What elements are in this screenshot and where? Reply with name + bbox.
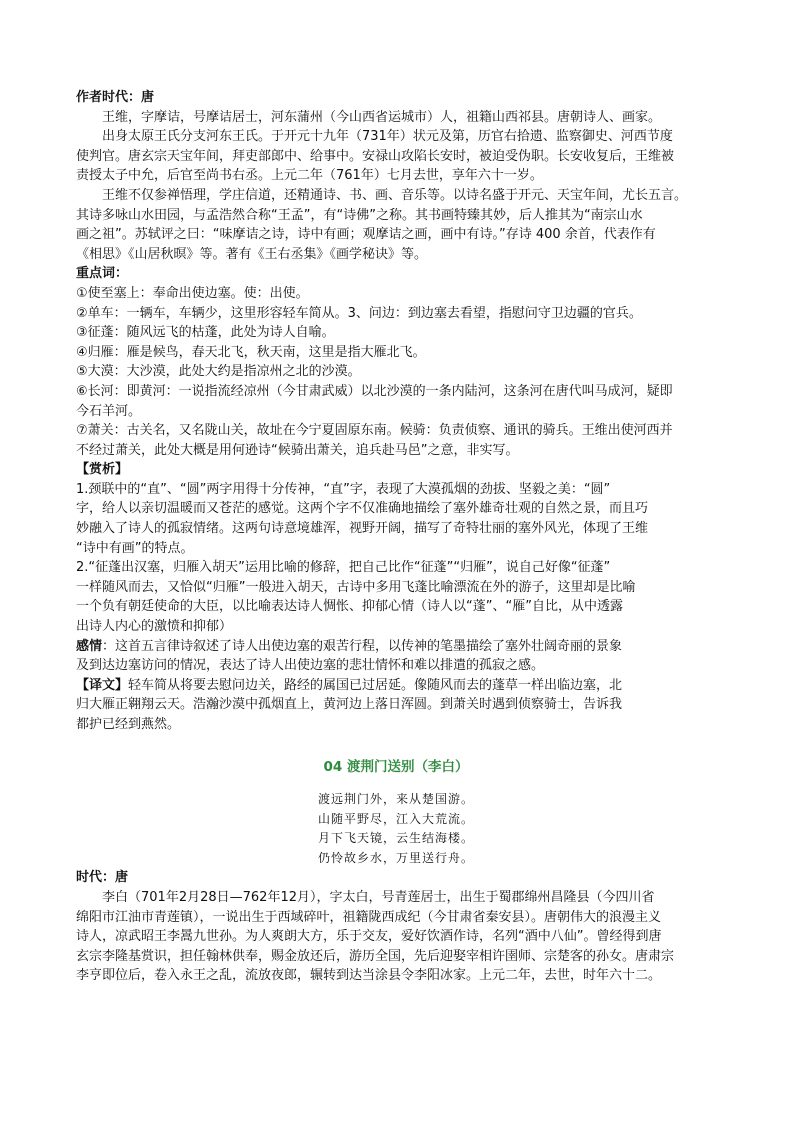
translation-text: 轻车简从将要去慰问边关，路经的属国已过居延。像随风而去的蓬草一样出临边塞，北: [128, 677, 623, 693]
appreciation-heading: 【赏析】: [76, 462, 129, 478]
translation-line: 都护已经到燕然。: [76, 717, 181, 732]
vocab-item: 今石羊河。: [76, 403, 142, 419]
appreciation-line: “诗中有画”的特点。: [76, 540, 194, 556]
vocab-item: ③征蓬：随风远飞的枯蓬，此处为诗人自喻。: [76, 325, 335, 341]
translation-line: 归大雁正翱翔云天。浩瀚沙漠中孤烟直上，黄河边上落日浑圆。到萧关时遇到侦察骑士，告诉我: [76, 697, 623, 713]
libai-bio-line: 诗人，凉武昭王李暠九世孙。为人爽朗大方，乐于交友，爱好饮酒作诗，名列“酒中八仙”。曾经得到唐: [76, 929, 662, 945]
wangwei-bio-line: 其诗多咏山水田园，与孟浩然合称“王孟”，有“诗佛”之称。其书画特臻其妙，后人推其为“南宗山水: [76, 207, 643, 223]
poem-line: 山随平野尽，江入大荒流。: [317, 811, 474, 826]
emotion-label: 感情: [76, 638, 103, 654]
libai-bio-line: 玄宗李隆基赏识，担任翰林供奉，赐金放还后，游历全国，先后迎娶宰相许圉师、宗楚客的孙女。唐肃宗: [76, 948, 675, 964]
poem-title: 04 渡荆门送别（李白）: [323, 758, 469, 775]
wangwei-bio-line: 出身太原王氏分支河东王氏。于开元十九年（731年）状元及第，历官右拾遗、监察御史、河西节度: [102, 129, 673, 145]
vocab-item: ⑤大漠：大沙漠，此处大约是指凉州之北的沙漠。: [76, 364, 361, 380]
translation-paragraph: [76, 676, 716, 696]
emotion-text: ：这首五言律诗叙述了诗人出使边塞的艰苦行程，以传神的笔墨描绘了塞外壮阔奇丽的景象: [102, 638, 623, 654]
libai-bio-line: 李亨即位后，卷入永王之乱，流放夜郎，辗转到达当涂县令李阳冰家。上元二年，去世，时年六十二。: [76, 968, 662, 984]
appreciation-line: 字，给人以亲切温暖而又苍茫的感觉。这两个字不仅准确地描绘了塞外雄奇壮观的自然之景，而且巧: [76, 501, 649, 517]
appreciation-line: 一样随风而去，又恰似“归雁”一般进入胡天，古诗中多用飞蓬比喻漂流在外的游子，这里却是比喻: [76, 579, 636, 595]
appreciation-line: 妙融入了诗人的孤寂情绪。这两句诗意境雄浑，视野开阔，描写了奇特壮丽的塞外风光，体现了王维: [76, 521, 649, 537]
emotion-line: 及到达边塞访问的情况，表达了诗人出使边塞的悲壮情怀和难以排遣的孤寂之感。: [76, 658, 545, 674]
translation-label: 【译文】: [76, 677, 129, 693]
libai-era-heading: 时代：唐: [76, 870, 129, 886]
document-page: [76, 88, 716, 986]
vocab-item: ⑦萧关：古关名，又名陇山关，故址在今宁夏固原东南。候骑：负责侦察、通讯的骑兵。王维出使河西并: [76, 423, 673, 439]
vocab-heading: 重点词：: [76, 266, 129, 282]
wangwei-bio-line: 画之祖”。苏轼评之曰：“味摩诘之诗，诗中有画；观摩诘之画，画中有诗。”存诗 400 余首，代表作有: [76, 227, 656, 243]
poem-line: 仍怜故乡水，万里送行舟。: [317, 850, 474, 865]
vocab-item: ④归雁：雁是候鸟，春天北飞，秋天南，这里是指大雁北飞。: [76, 344, 426, 360]
libai-bio-line: 李白（701年2月28日—762年12月），字太白，号青莲居士，出生于蜀郡绵州昌隆县（今四川省: [102, 890, 655, 906]
vocab-item: 不经过萧关，此处大概是用何逊诗“候骑出萧关，追兵赴马邑”之意，非实写。: [76, 442, 519, 458]
appreciation-line: 出诗人内心的激愤和抑郁）: [76, 619, 233, 635]
wangwei-bio-line: 责授太子中允，后官至尚书右丞。上元二年（761年）七月去世，享年六十一岁。: [76, 168, 543, 184]
wangwei-bio-line: 《相思》《山居秋暝》等。著有《王右丞集》《画学秘诀》等。: [76, 246, 428, 262]
poem-line: 月下飞天镜，云生结海楼。: [317, 831, 474, 846]
appreciation-line: 2.“征蓬出汉塞，归雁入胡天”运用比喻的修辞，把自己比作“征蓬”“归雁”，说自己好像“征蓬”: [76, 560, 611, 576]
poem-line: 渡远荆门外，来从楚国游。: [317, 792, 474, 807]
libai-bio-line: 绵阳市江油市青莲镇），一说出生于西域碎叶，祖籍陇西成纪（今甘肃省秦安县）。唐朝伟大的浪漫主义: [76, 909, 662, 925]
wangwei-bio-line: 王维不仅参禅悟理，学庄信道，还精通诗、书、画、音乐等。以诗名盛于开元、天宝年间，尤长五言。: [102, 187, 688, 203]
wangwei-bio-line: 王维，字摩诘，号摩诘居士，河东蒲州（今山西省运城市）人，祖籍山西祁县。唐朝诗人、画家。: [102, 109, 662, 125]
emotion-paragraph: [76, 637, 716, 657]
wangwei-bio-line: 使判官。唐玄宗天宝年间，拜吏部郎中、给事中。安禄山攻陷长安时，被迫受伪职。长安收复后，王维被: [76, 148, 675, 164]
vocab-item: ②单车：一辆车，车辆少，这里形容轻车简从。3、问边：到边塞去看望，指慰问守卫边疆的官兵。: [76, 305, 642, 321]
appreciation-line: 一个负有朝廷使命的大臣，以比喻表达诗人惆怅、抑郁心情（诗人以“蓬”、“雁”自比，从中透露: [76, 599, 623, 615]
vocab-item: ⑥长河：即黄河：一说指流经凉州（今甘肃武威）以北沙漠的一条内陆河，这条河在唐代叫马成河，疑即: [76, 383, 673, 399]
wangwei-era-heading: 作者时代：唐: [76, 90, 155, 105]
appreciation-line: 1.颈联中的“直”、“圆”两字用得十分传神，“直”字，表现了大漠孤烟的劲拔、坚毅之美：“圆”: [76, 481, 611, 497]
vocab-item: ①使至塞上：奉命出使边塞。使：出使。: [76, 285, 309, 301]
